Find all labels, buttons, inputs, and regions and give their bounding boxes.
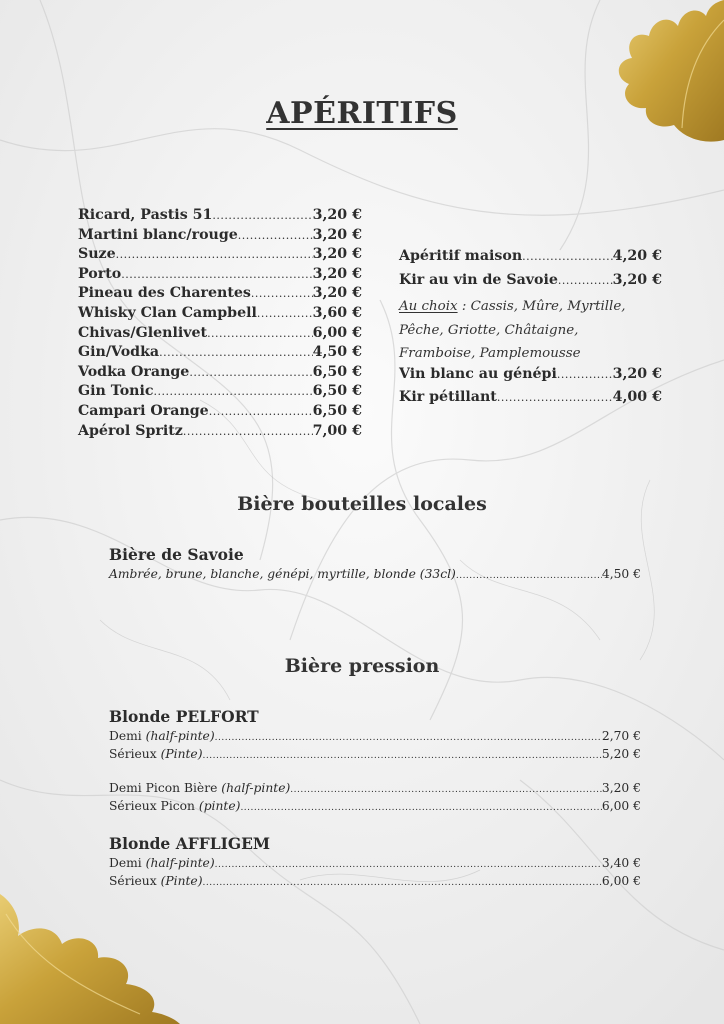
item-name: Ambrée, brune, blanche, génépi, myrtille, blonde (33cl) <box>109 567 456 581</box>
item-name: Porto <box>78 265 122 282</box>
item-name: Chivas/Glenlivet <box>78 324 208 341</box>
item-label: Sérieux <box>109 873 161 888</box>
group-name: Bière de Savoie <box>109 545 244 564</box>
list-item <box>109 874 641 892</box>
item-price: 4,50 € <box>601 567 641 581</box>
list-item <box>78 305 362 325</box>
list-item <box>78 344 362 364</box>
dot-leader <box>116 248 313 261</box>
list-item <box>78 246 362 266</box>
item-price: 3,20 € <box>312 246 362 263</box>
beer-group-pelfort <box>109 707 641 816</box>
list-item <box>109 781 641 799</box>
item-price: 6,00 € <box>312 324 362 341</box>
list-item <box>78 266 362 286</box>
item-size: (half-pinte) <box>221 781 291 795</box>
dot-leader <box>558 274 613 287</box>
item-size: (half-pinte) <box>145 729 215 743</box>
dot-leader <box>189 366 312 379</box>
item-name: Apéritif maison <box>399 248 523 264</box>
item-name: Suze <box>78 246 116 263</box>
item-name: Campari Orange <box>78 402 209 419</box>
dot-leader <box>203 751 602 761</box>
list-item <box>399 389 662 413</box>
item-name: Vin blanc au génépi <box>399 365 557 382</box>
list-item <box>109 567 641 585</box>
dot-leader <box>159 346 313 359</box>
item-name <box>109 874 203 888</box>
list-item <box>78 227 362 247</box>
item-price: 6,50 € <box>312 383 362 400</box>
aperitifs-right-list <box>399 248 662 413</box>
aperitifs-left-list <box>78 207 362 442</box>
dot-leader <box>215 860 602 870</box>
item-label: Sérieux Picon <box>109 798 199 813</box>
list-item <box>109 747 641 765</box>
item-name <box>109 729 215 743</box>
item-price: 3,20 € <box>312 265 362 282</box>
dot-leader <box>215 733 602 743</box>
choice-label: Au choix <box>399 299 458 314</box>
item-size: (half-pinte) <box>145 856 215 870</box>
item-size: (pinte) <box>198 798 241 813</box>
choice-text: Pêche, Griotte, Châtaigne, <box>399 322 579 338</box>
item-name: Whisky Clan Campbell <box>78 304 257 321</box>
dot-leader <box>183 425 313 438</box>
list-item <box>78 207 362 227</box>
item-price: 3,20 € <box>312 285 362 302</box>
list-item <box>78 364 362 384</box>
item-name <box>109 781 290 795</box>
list-item <box>78 325 362 345</box>
list-item <box>109 856 641 874</box>
item-price: 6,50 € <box>312 402 362 419</box>
list-item <box>109 799 641 817</box>
dot-leader <box>203 878 602 888</box>
dot-leader <box>251 287 313 300</box>
dot-leader <box>238 229 313 242</box>
spacer <box>109 764 641 781</box>
item-label: Demi Picon Bière <box>109 781 222 795</box>
section-title-bottled-beer: Bière bouteilles locales <box>237 493 487 515</box>
item-price: 6,00 € <box>601 798 641 813</box>
choice-text: Framboise, Pamplemousse <box>399 346 581 361</box>
dot-leader <box>497 391 613 404</box>
section-title-draft-beer: Bière pression <box>284 655 440 677</box>
item-label: Sérieux <box>109 746 161 761</box>
item-price: 3,20 € <box>312 226 362 243</box>
item-price: 3,20 € <box>601 781 641 795</box>
item-name <box>109 799 240 813</box>
list-item <box>399 272 662 296</box>
item-name <box>109 856 215 870</box>
item-name: Ricard, Pastis 51 <box>78 207 213 223</box>
item-name: Gin Tonic <box>78 383 154 400</box>
dot-leader <box>212 209 312 222</box>
dot-leader <box>209 405 313 418</box>
item-name: Gin/Vodka <box>78 344 160 361</box>
list-item <box>399 366 662 390</box>
item-size: (Pinte) <box>160 873 203 888</box>
item-price: 4,50 € <box>312 344 362 361</box>
list-item <box>78 423 362 443</box>
item-price: 3,20 € <box>312 207 362 223</box>
list-item <box>78 285 362 305</box>
item-price: 3,20 € <box>612 365 662 382</box>
item-price: 6,50 € <box>312 363 362 380</box>
item-name: Vodka Orange <box>78 363 190 380</box>
item-price: 4,00 € <box>612 389 662 405</box>
kir-flavor-choice <box>399 295 662 366</box>
item-price: 3,40 € <box>601 856 641 870</box>
item-name: Kir pétillant <box>399 389 497 405</box>
group-name: Blonde AFFLIGEM <box>109 834 271 853</box>
item-price: 5,20 € <box>601 746 641 761</box>
item-price: 4,20 € <box>612 248 662 264</box>
dot-leader <box>257 307 313 320</box>
dot-leader <box>240 803 601 813</box>
item-price: 7,00 € <box>312 422 362 439</box>
item-label: Demi <box>109 729 146 743</box>
dot-leader <box>522 250 612 263</box>
page-title: APÉRITIFS <box>266 96 458 131</box>
item-price: 2,70 € <box>601 729 641 743</box>
item-label: Demi <box>109 856 146 870</box>
item-name: Martini blanc/rouge <box>78 226 238 243</box>
dot-leader <box>456 571 602 581</box>
list-item <box>78 383 362 403</box>
dot-leader <box>207 327 313 340</box>
dot-leader <box>557 368 613 381</box>
beer-group-savoie <box>109 545 641 585</box>
dot-leader <box>290 785 602 795</box>
dot-leader <box>154 385 313 398</box>
beer-group-affligem <box>109 834 641 891</box>
list-item <box>109 729 641 747</box>
group-name: Blonde PELFORT <box>109 707 259 726</box>
item-name: Pineau des Charentes <box>78 285 251 302</box>
list-item <box>78 403 362 423</box>
item-name <box>109 747 203 761</box>
item-name: Apérol Spritz <box>78 422 183 439</box>
item-name: Kir au vin de Savoie <box>399 271 558 288</box>
gold-leaf-decoration-bottom <box>0 894 180 1024</box>
list-item <box>399 248 662 272</box>
item-price: 6,00 € <box>601 873 641 888</box>
item-price: 3,60 € <box>312 304 362 321</box>
choice-text: : Cassis, Mûre, Myrtille, <box>457 299 626 314</box>
item-price: 3,20 € <box>612 271 662 288</box>
item-size: (Pinte) <box>160 746 203 761</box>
dot-leader <box>121 268 312 281</box>
